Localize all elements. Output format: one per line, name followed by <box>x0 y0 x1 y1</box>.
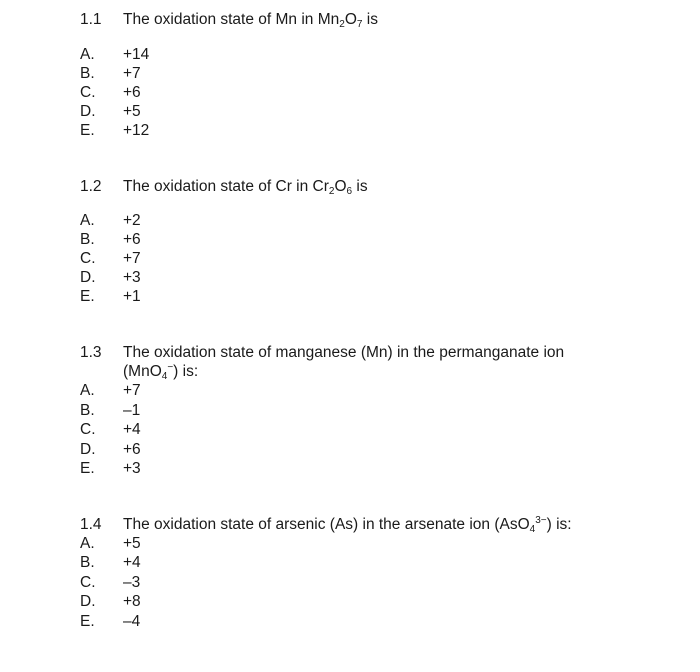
option-value: +4 <box>123 421 141 438</box>
option-e[interactable] <box>0 287 700 307</box>
option-value: –3 <box>123 574 141 591</box>
question-stem: The oxidation state of arsenic (As) in the arsenate ion (AsO$_4^{3-}$) is: <box>123 515 572 535</box>
option-letter: D. <box>80 593 96 610</box>
option-a[interactable] <box>0 211 700 231</box>
option-value: +3 <box>123 269 141 286</box>
option-value: +7 <box>123 382 141 399</box>
option-letter: A. <box>80 535 95 552</box>
question-number: 1.2 <box>80 178 102 195</box>
option-e[interactable] <box>0 459 700 479</box>
option-value: +1 <box>123 288 141 305</box>
option-value: +2 <box>123 212 141 229</box>
option-letter: D. <box>80 103 96 120</box>
option-letter: A. <box>80 46 95 63</box>
option-c[interactable] <box>0 573 700 593</box>
option-letter: B. <box>80 231 95 248</box>
option-a[interactable] <box>0 45 700 65</box>
option-letter: C. <box>80 574 96 591</box>
option-e[interactable] <box>0 121 700 141</box>
option-b[interactable] <box>0 401 700 421</box>
option-d[interactable] <box>0 268 700 288</box>
question-number: 1.1 <box>80 11 102 28</box>
option-d[interactable] <box>0 592 700 612</box>
question-number: 1.4 <box>80 516 102 533</box>
option-letter: E. <box>80 460 95 477</box>
option-b[interactable] <box>0 553 700 573</box>
option-value: +7 <box>123 250 141 267</box>
option-value: +12 <box>123 122 150 139</box>
option-value: +6 <box>123 231 141 248</box>
option-value: +5 <box>123 103 141 120</box>
option-letter: A. <box>80 212 95 229</box>
option-letter: C. <box>80 421 96 438</box>
option-value: –1 <box>123 402 141 419</box>
option-letter: E. <box>80 122 95 139</box>
option-value: +3 <box>123 460 141 477</box>
option-value: +6 <box>123 441 141 458</box>
option-e[interactable] <box>0 612 700 632</box>
option-letter: E. <box>80 288 95 305</box>
option-value: +8 <box>123 593 141 610</box>
option-letter: D. <box>80 441 96 458</box>
question-stem: The oxidation state of manganese (Mn) in the permanganate ion <box>123 344 565 361</box>
option-value: +6 <box>123 84 141 101</box>
option-letter: A. <box>80 382 95 399</box>
option-d[interactable] <box>0 102 700 122</box>
option-value: +14 <box>123 46 150 63</box>
option-letter: D. <box>80 269 96 286</box>
option-letter: C. <box>80 84 96 101</box>
option-letter: B. <box>80 554 95 571</box>
option-b[interactable] <box>0 64 700 84</box>
question-number: 1.3 <box>80 344 102 361</box>
option-value: +4 <box>123 554 141 571</box>
option-c[interactable] <box>0 83 700 103</box>
option-a[interactable] <box>0 534 700 554</box>
option-value: +7 <box>123 65 141 82</box>
option-letter: E. <box>80 613 95 630</box>
question-stem: The oxidation state of Mn in $Mn_2O_7$ is <box>123 11 378 30</box>
option-value: +5 <box>123 535 141 552</box>
option-c[interactable] <box>0 249 700 269</box>
option-a[interactable] <box>0 381 700 401</box>
option-letter: C. <box>80 250 96 267</box>
option-letter: B. <box>80 65 95 82</box>
question-stem: The oxidation state of Cr in $Cr_2O_6$ is <box>123 178 368 197</box>
option-c[interactable] <box>0 420 700 440</box>
option-letter: B. <box>80 402 95 419</box>
option-d[interactable] <box>0 440 700 460</box>
option-b[interactable] <box>0 230 700 250</box>
option-value: –4 <box>123 613 141 630</box>
